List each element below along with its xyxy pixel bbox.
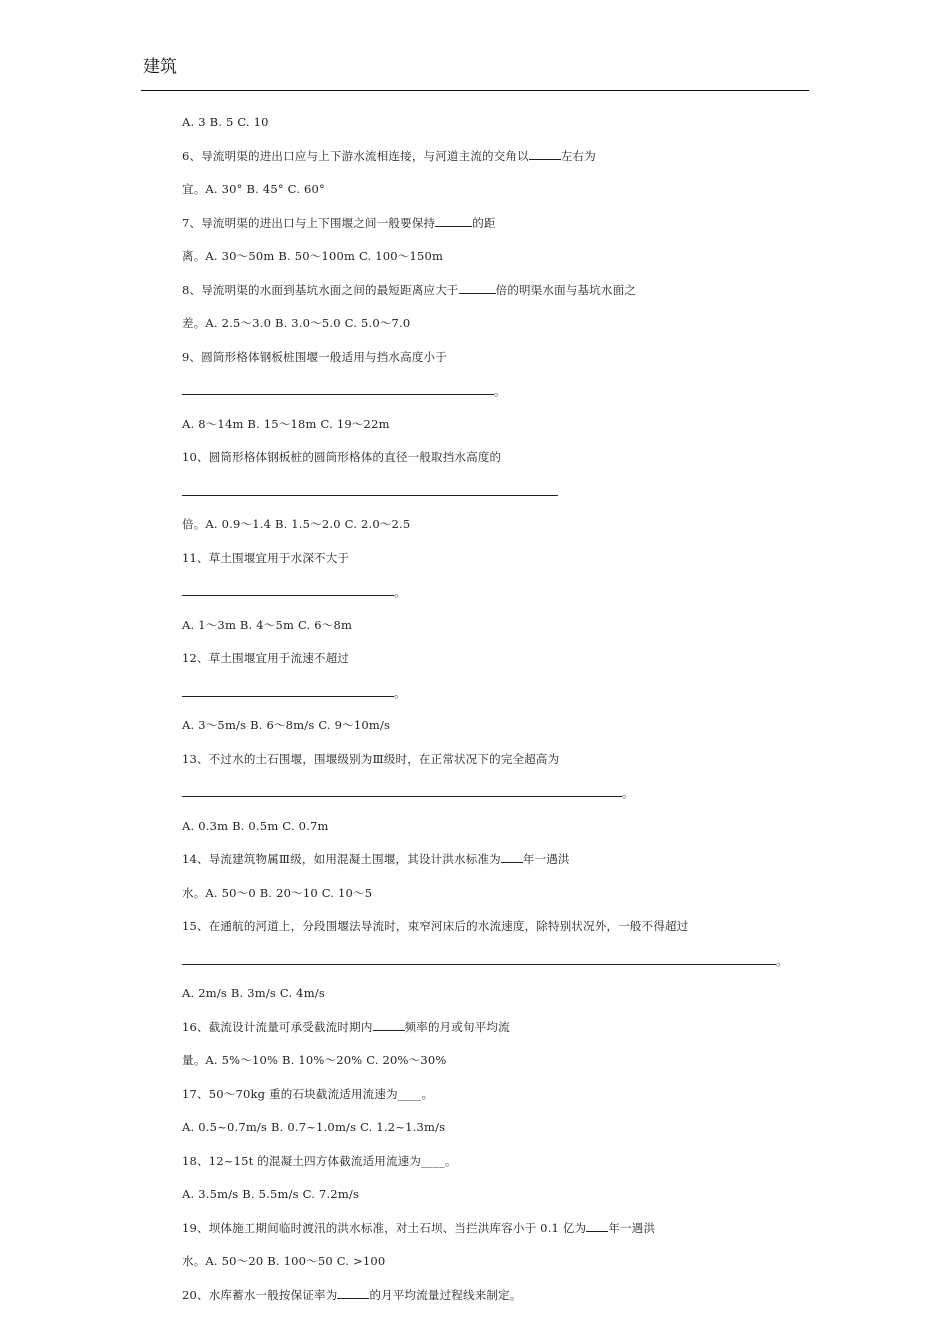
answer-blank [586,1218,608,1232]
question-15: 15、在通航的河道上，分段围堰法导流时，束窄河床后的水流速度，除特别状况外，一般不得超过 [182,919,689,933]
question-18: 18、12~15t 的混凝土四方体截流适用流速为____。 [182,1153,457,1168]
question-text: 6、导流明渠的进出口应与上下游水流相连接，与河道主流的交角以 [182,148,529,163]
options-line: A. 0.3m B. 0.5m C. 0.7m [182,818,329,833]
question-9: 9、圆筒形格体钢板桩围堰一般适用与挡水高度小于 [182,349,447,364]
answer-line [182,682,802,716]
question-13: 13、不过水的土石围堰，围堰级别为Ⅲ级时，在正常状况下的完全超高为 [182,751,560,766]
question-text: 的月平均流量过程线来制定。 [369,1287,522,1302]
question-11: 11、草土围堰宜用于水深不大于 [182,550,350,565]
options-line: A. 1～3m B. 4～5m C. 6～8m [182,617,353,632]
answer-blank [373,1017,405,1031]
answer-blank [182,581,394,596]
answer-line [182,782,802,816]
options-line: A. 8～14m B. 15～18m C. 19～22m [182,416,390,431]
period: 。 [776,953,788,968]
question-7 [182,213,802,247]
answer-blank [501,849,523,863]
answer-blank [459,280,496,294]
answer-line [182,581,802,615]
options-line: 离。A. 30～50m B. 50～100m C. 100～150m [182,249,444,263]
page-header-title: 建筑 [143,57,177,77]
options-line: 宜。A. 30° B. 45° C. 60° [182,182,325,196]
question-14 [182,849,802,883]
answer-line [182,481,802,515]
period: 。 [394,685,406,700]
options-line: 量。A. 5%～10% B. 10%～20% C. 20%～30% [182,1053,447,1067]
question-text: 左右为 [560,148,596,163]
answer-blank [182,682,394,697]
options-line: A. 3～5m/s B. 6～8m/s C. 9～10m/s [182,718,391,732]
answer-blank [182,481,558,496]
question-20 [182,1285,802,1319]
question-text: 19、坝体施工期间临时渡汛的洪水标准，对土石坝、当拦洪库容小于 0.1 亿为 [182,1220,587,1235]
period: 。 [622,786,634,800]
answer-blank [529,146,561,160]
header-divider [141,90,809,91]
period: 。 [394,585,406,599]
document-body [182,112,802,1318]
question-text: 8、导流明渠的水面到基坑水面之间的最短距离应大于 [182,282,459,297]
question-12: 12、草土围堰宜用于流速不超过 [182,651,350,665]
question-text: 7、导流明渠的进出口与上下围堰之间一般要保持 [182,215,436,230]
question-text: 年一遇洪 [608,1220,656,1235]
question-text: 的距 [472,215,496,230]
answer-blank [182,380,494,395]
text-line: A. 3 B. 5 C. 10 [182,115,269,129]
answer-blank [337,1285,369,1299]
question-10: 10、圆筒形格体钢板桩的圆筒形格体的直径一般取挡水高度的 [182,450,502,464]
question-text: 20、水库蓄水一般按保证率为 [182,1287,338,1302]
question-8 [182,280,802,314]
answer-blank [182,782,622,797]
options-line: A. 3.5m/s B. 5.5m/s C. 7.2m/s [182,1187,360,1201]
options-line: 倍。A. 0.9～1.4 B. 1.5～2.0 C. 2.0～2.5 [182,517,411,531]
answer-line [182,950,802,984]
question-text: 14、导流建筑物属Ⅲ级，如用混凝土围堰，其设计洪水标准为 [182,852,501,866]
options-line: A. 0.5~0.7m/s B. 0.7~1.0m/s C. 1.2~1.3m/s [182,1120,446,1134]
question-text: 倍的明渠水面与基坑水面之 [495,282,637,297]
options-line: 水。A. 50～0 B. 20～10 C. 10～5 [182,885,373,900]
question-16 [182,1017,802,1051]
question-text: 16、截流设计流量可承受截流时期内 [182,1019,373,1034]
question-text: 频率的月或旬平均流 [404,1019,510,1034]
answer-line [182,380,802,414]
question-text: 年一遇洪 [522,852,570,866]
options-line: 水。A. 50～20 B. 100～50 C. >100 [182,1254,386,1268]
question-6 [182,146,802,180]
answer-blank [182,950,776,965]
options-line: 差。A. 2.5～3.0 B. 3.0～5.0 C. 5.0～7.0 [182,316,411,330]
question-17: 17、50～70kg 重的石块截流适用流速为____。 [182,1086,434,1101]
options-line: A. 2m/s B. 3m/s C. 4m/s [182,986,325,1000]
question-19 [182,1218,802,1252]
period: 。 [494,384,506,398]
answer-blank [435,213,472,227]
